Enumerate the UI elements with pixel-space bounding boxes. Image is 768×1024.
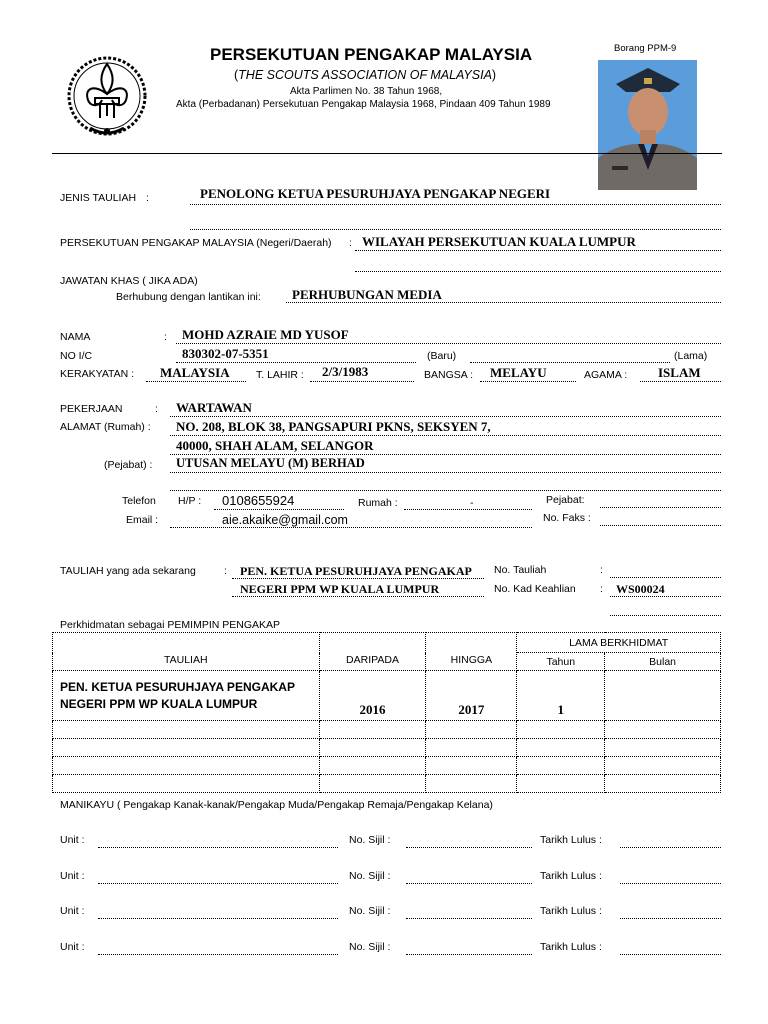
bangsa-value: MELAYU — [490, 365, 547, 380]
act-line-1: Akta Parlimen No. 38 Tahun 1968, — [290, 86, 443, 97]
ic-lama-line — [470, 362, 670, 363]
pekerjaan-value: WARTAWAN — [176, 400, 252, 415]
rumah-value: - — [470, 497, 474, 509]
row1-daripada: 2016 — [319, 671, 426, 721]
bangsa-line — [480, 381, 576, 382]
ic-line — [176, 362, 416, 363]
lulus-label-1: Tarikh Lulus : — [540, 834, 602, 846]
row1-tauliah — [53, 671, 320, 721]
ic-label: NO I/C — [60, 350, 93, 362]
pejabat-dots-2 — [170, 490, 721, 491]
alamat-dots-1 — [170, 435, 721, 436]
ppm-negeri-line-2 — [355, 271, 721, 272]
lulus-label-4: Tarikh Lulus : — [540, 941, 602, 953]
nama-label: NAMA — [60, 331, 91, 343]
nama-colon: : — [164, 331, 167, 343]
rumah-label: Rumah : — [358, 497, 398, 509]
ppm-negeri-value: WILAYAH PERSEKUTUAN KUALA LUMPUR — [362, 234, 636, 249]
unit-label-1: Unit : — [60, 834, 85, 846]
row1-tauliah-line-2: NEGERI PPM WP KUALA LUMPUR — [60, 696, 258, 711]
tlahir-line — [310, 381, 414, 382]
no-tauliah-colon: : — [600, 564, 603, 576]
ppm-negeri-colon: : — [349, 237, 352, 249]
lulus-line-1 — [620, 847, 721, 848]
tlahir-label: T. LAHIR : — [256, 369, 304, 381]
email-line — [170, 527, 532, 528]
ic-value: 830302-07-5351 — [182, 346, 269, 361]
nama-value: MOHD AZRAIE MD YUSOF — [182, 327, 349, 342]
pejabat-tel-label: Pejabat: — [546, 494, 585, 506]
row1-tahun: 1 — [517, 671, 605, 721]
jenis-tauliah-colon: : — [146, 192, 149, 204]
unit-label-4: Unit : — [60, 941, 85, 953]
jawatan-khas-label: JAWATAN KHAS ( JIKA ADA) — [60, 275, 198, 287]
unit-label-3: Unit : — [60, 905, 85, 917]
sijil-line-1 — [406, 847, 532, 848]
rumah-line — [404, 509, 532, 510]
jenis-tauliah-value: PENOLONG KETUA PESURUHJAYA PENGAKAP NEGERI — [200, 186, 551, 201]
lulus-line-3 — [620, 918, 721, 919]
berhubung-label: Berhubung dengan lantikan ini: — [116, 291, 261, 303]
service-row-3 — [53, 739, 721, 757]
kad-keahlian-line-2 — [610, 615, 721, 616]
faks-label: No. Faks : — [543, 512, 591, 524]
header-divider — [52, 153, 722, 154]
alamat-line-1: NO. 208, BLOK 38, PANGSAPURI PKNS, SEKSYEN 7, — [176, 419, 491, 434]
sijil-line-4 — [406, 954, 532, 955]
jenis-tauliah-label: JENIS TAULIAH — [60, 192, 137, 204]
pejabat-dots-1 — [170, 472, 721, 473]
service-row-4 — [53, 757, 721, 775]
lulus-label-2: Tarikh Lulus : — [540, 870, 602, 882]
email-value: aie.akaike@gmail.com — [222, 513, 348, 527]
subtitle-open: ( — [234, 68, 239, 82]
unit-line-4 — [98, 954, 338, 955]
lama-label: (Lama) — [674, 350, 708, 362]
service-row-5 — [53, 775, 721, 793]
ppm-negeri-line — [355, 250, 721, 251]
scout-emblem-icon — [64, 54, 150, 142]
unit-label-2: Unit : — [60, 870, 85, 882]
lulus-label-3: Tarikh Lulus : — [540, 905, 602, 917]
hp-label: H/P : — [178, 495, 202, 507]
hp-value: 0108655924 — [222, 493, 295, 508]
tauliah-sekarang-line-1: PEN. KETUA PESURUHJAYA PENGAKAP — [240, 564, 472, 578]
organisation-subtitle — [234, 68, 496, 82]
agama-label: AGAMA : — [584, 369, 628, 381]
sijil-line-2 — [406, 883, 532, 884]
act-line-2: Akta (Perbadanan) Persekutuan Pengakap Malaysia 1968, Pindaan 409 Tahun 1989 — [176, 99, 551, 110]
service-row-2 — [53, 721, 721, 739]
pejabat-value: UTUSAN MELAYU (M) BERHAD — [176, 456, 365, 470]
berhubung-line — [286, 302, 721, 303]
organisation-title: PERSEKUTUAN PENGAKAP MALAYSIA — [210, 45, 533, 64]
row1-bulan — [605, 671, 721, 721]
pekerjaan-label: PEKERJAAN — [60, 403, 123, 415]
kerakyatan-line — [146, 381, 246, 382]
tauliah-sekarang-label: TAULIAH yang ada sekarang — [60, 565, 196, 577]
kerakyatan-value: MALAYSIA — [160, 365, 230, 380]
subtitle-close: ) — [491, 68, 497, 82]
tauliah-sekarang-dots-2 — [232, 596, 484, 597]
nama-line — [176, 343, 721, 344]
service-table — [52, 632, 721, 793]
unit-line-1 — [98, 847, 338, 848]
tlahir-value: 2/3/1983 — [322, 364, 369, 379]
tauliah-sekarang-colon: : — [224, 565, 227, 577]
row1-tauliah-line-1: PEN. KETUA PESURUHJAYA PENGAKAP — [60, 679, 295, 694]
no-tauliah-line — [610, 577, 721, 578]
kad-keahlian-label: No. Kad Keahlian — [494, 583, 576, 595]
applicant-photo — [598, 60, 697, 190]
sijil-label-4: No. Sijil : — [349, 941, 391, 953]
agama-value: ISLAM — [658, 365, 701, 380]
kad-keahlian-line — [610, 596, 721, 597]
pejabat-label: (Pejabat) : — [104, 459, 153, 471]
berhubung-value: PERHUBUNGAN MEDIA — [292, 287, 442, 302]
email-label: Email : — [126, 514, 159, 526]
ppm-negeri-label: PERSEKUTUAN PENGAKAP MALAYSIA (Negeri/Daerah) — [60, 237, 332, 249]
col-tauliah-header: TAULIAH — [53, 633, 320, 671]
sijil-label-2: No. Sijil : — [349, 870, 391, 882]
lulus-line-4 — [620, 954, 721, 955]
kerakyatan-label: KERAKYATAN : — [60, 368, 135, 380]
unit-line-2 — [98, 883, 338, 884]
hp-line — [214, 509, 344, 510]
kad-keahlian-colon: : — [600, 583, 603, 595]
jenis-tauliah-line — [190, 204, 721, 205]
col-hingga-header: HINGGA — [426, 633, 517, 671]
service-heading: Perkhidmatan sebagai PEMIMPIN PENGAKAP — [60, 619, 281, 631]
sijil-line-3 — [406, 918, 532, 919]
no-tauliah-label: No. Tauliah — [494, 564, 547, 576]
sijil-label-3: No. Sijil : — [349, 905, 391, 917]
agama-line — [640, 381, 721, 382]
tauliah-sekarang-dots-1 — [232, 578, 484, 579]
unit-line-3 — [98, 918, 338, 919]
col-daripada-header: DARIPADA — [319, 633, 426, 671]
row1-hingga: 2017 — [426, 671, 517, 721]
lulus-line-2 — [620, 883, 721, 884]
bangsa-label: BANGSA : — [424, 369, 474, 381]
jenis-tauliah-line-2 — [190, 229, 721, 230]
kad-keahlian-value: WS00024 — [616, 582, 665, 596]
form-code: Borang PPM-9 — [614, 43, 677, 54]
alamat-dots-2 — [170, 454, 721, 455]
service-row-1 — [53, 671, 721, 721]
faks-line — [600, 525, 721, 526]
baru-label: (Baru) — [427, 350, 457, 362]
subtitle-english: THE SCOUTS ASSOCIATION OF MALAYSIA — [238, 68, 492, 82]
manikayu-heading: MANIKAYU ( Pengakap Kanak-kanak/Pengakap Muda/Pengakap Remaja/Pengakap Kelana) — [60, 799, 493, 811]
pekerjaan-colon: : — [155, 403, 158, 415]
sijil-label-1: No. Sijil : — [349, 834, 391, 846]
pejabat-tel-line — [600, 507, 721, 508]
tauliah-sekarang-line-2: NEGERI PPM WP KUALA LUMPUR — [240, 582, 440, 596]
col-lama-header: LAMA BERKHIDMAT — [517, 633, 721, 653]
pekerjaan-line — [170, 416, 721, 417]
alamat-line-2: 40000, SHAH ALAM, SELANGOR — [176, 438, 374, 453]
col-bulan-header: Bulan — [605, 653, 721, 671]
telefon-label: Telefon — [122, 495, 156, 507]
col-tahun-header: Tahun — [517, 653, 605, 671]
alamat-label: ALAMAT (Rumah) : — [60, 421, 151, 433]
